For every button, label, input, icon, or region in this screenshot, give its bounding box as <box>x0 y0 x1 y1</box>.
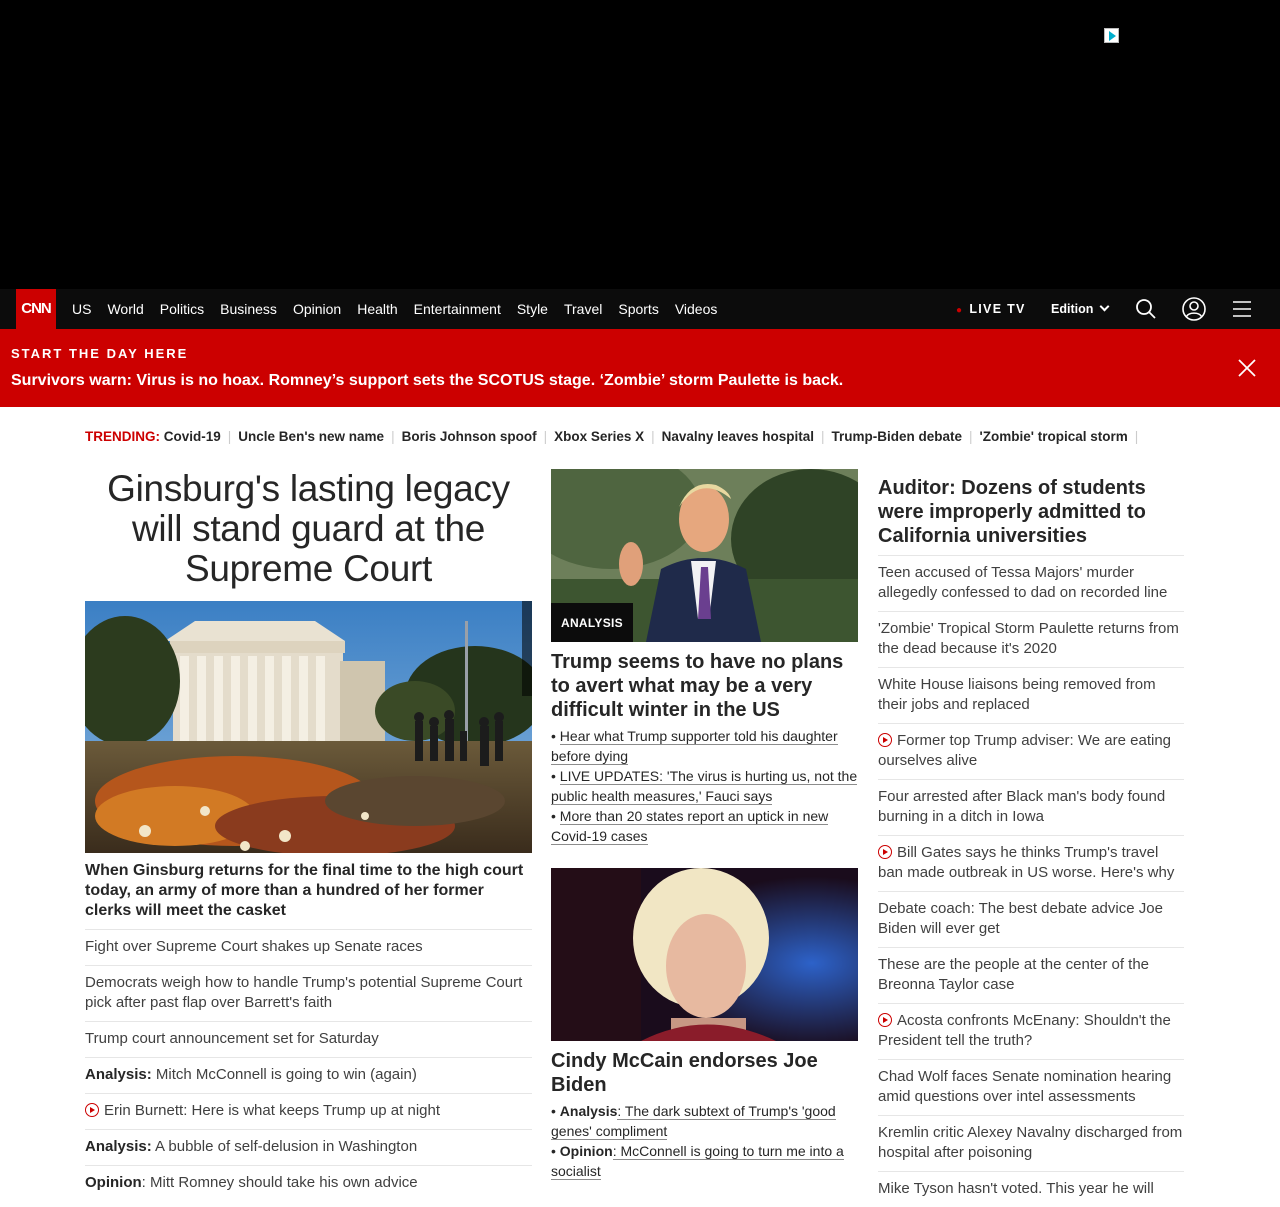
related-story[interactable] <box>85 1057 532 1093</box>
bullet-link: • LIVE UPDATES: 'The virus is hurting us, not the public health measures,' Fauci says <box>551 768 858 804</box>
story-text: 'Zombie' Tropical Storm Paulette returns from the dead because it's 2020 <box>878 620 1179 657</box>
lead-headline[interactable]: Ginsburg's lasting legacy will stand guard at the Supreme Court <box>107 468 510 589</box>
story-link[interactable] <box>878 835 1184 891</box>
story-link[interactable] <box>878 611 1184 667</box>
link-prefix: Analysis <box>559 1103 618 1119</box>
story-text: Former top Trump adviser: We are eating ourselves alive <box>878 732 1171 769</box>
analysis-badge: ANALYSIS <box>551 603 633 642</box>
story-text: White House liaisons being removed from their jobs and replaced <box>878 676 1156 713</box>
trending-item[interactable]: Navalny leaves hospital <box>661 429 814 444</box>
story-text: Debate coach: The best debate advice Joe Biden will ever get <box>878 900 1163 937</box>
account-icon[interactable] <box>1182 297 1206 321</box>
trending-separator: | <box>391 429 395 444</box>
story-link[interactable] <box>878 1171 1184 1207</box>
story-text: Democrats weigh how to handle Trump's potential Supreme Court pick after past flap over Barrett's faith <box>85 974 523 1011</box>
trending-item[interactable]: Uncle Ben's new name <box>238 429 385 444</box>
story-link[interactable] <box>878 779 1184 835</box>
link-prefix: Opinion <box>559 1143 613 1159</box>
nav-link-sports[interactable]: Sports <box>618 301 659 317</box>
story-text: Erin Burnett: Here is what keeps Trump up at night <box>104 1102 440 1119</box>
nav-link-entertainment[interactable]: Entertainment <box>413 301 501 317</box>
trending-item[interactable]: Xbox Series X <box>554 429 645 444</box>
trending-separator: | <box>820 429 825 444</box>
nav-link-health[interactable]: Health <box>357 301 398 317</box>
advertisement-banner[interactable] <box>0 0 1280 289</box>
story-text: Bill Gates says he thinks Trump's travel ban made outbreak in US worse. Here's why <box>878 844 1175 881</box>
story-text: Acosta confronts McEnany: Shouldn't the President tell the truth? <box>878 1012 1171 1049</box>
story-link[interactable] <box>878 1059 1184 1115</box>
story-text: Kremlin critic Alexey Navalny discharged from hospital after poisoning <box>878 1124 1183 1161</box>
story-prefix: Opinion <box>85 1174 142 1191</box>
trending-separator: | <box>227 429 232 444</box>
related-story[interactable] <box>85 1129 532 1165</box>
story-text: Fight over Supreme Court shakes up Senate races <box>85 938 423 955</box>
related-link[interactable]: : McConnell is going to turn me into a socialist <box>551 1143 844 1179</box>
story-text: Mitch McConnell is going to win (again) <box>151 1066 417 1083</box>
live-tv-label: LIVE TV <box>969 302 1026 316</box>
middle-column <box>551 469 858 1181</box>
story-link[interactable] <box>878 667 1184 723</box>
nav-link-world[interactable]: World <box>107 301 144 317</box>
story-prefix: Analysis: <box>85 1138 152 1155</box>
story-text: These are the people at the center of the Breonna Taylor case <box>878 956 1150 993</box>
related-link[interactable]: Hear what Trump supporter told his daughter before dying <box>551 728 838 764</box>
live-dot-icon: ● <box>956 305 964 316</box>
story-link[interactable] <box>878 891 1184 947</box>
video-play-icon <box>878 733 892 747</box>
video-play-icon <box>85 1103 99 1117</box>
cindy-mccain-image <box>551 868 858 1041</box>
trending-separator: | <box>1134 429 1139 444</box>
story-link[interactable] <box>878 947 1184 1003</box>
trending-item[interactable]: Covid-19 <box>163 429 221 444</box>
edition-dropdown[interactable] <box>1051 302 1108 316</box>
trending-item[interactable]: 'Zombie' tropical storm <box>979 429 1128 444</box>
story-text: : Mitt Romney should take his own advice <box>141 1174 418 1191</box>
nav-link-us[interactable]: US <box>72 301 92 317</box>
trending-separator: | <box>543 429 548 444</box>
mccain-card <box>551 868 858 1181</box>
right-column <box>878 476 1184 1207</box>
cnn-logo[interactable]: CNN <box>16 289 56 329</box>
supreme-court-photo[interactable] <box>85 601 532 853</box>
nav-link-style[interactable]: Style <box>516 301 548 317</box>
story-text: Mike Tyson hasn't voted. This year he will <box>878 1180 1154 1197</box>
story-link[interactable] <box>878 723 1184 779</box>
lead-caption[interactable]: When Ginsburg returns for the final time to the high court today, an army of more than a hundred of her former clerks will meet the casket <box>85 862 524 919</box>
story-text: Trump court announcement set for Saturday <box>85 1030 379 1047</box>
nav-link-politics[interactable]: Politics <box>159 301 205 317</box>
story-link[interactable] <box>878 1003 1184 1059</box>
mccain-photo[interactable] <box>551 868 858 1041</box>
auditor-headline[interactable]: Auditor: Dozens of students were improperly admitted to California universities <box>878 477 1146 547</box>
trump-headline[interactable]: Trump seems to have no plans to avert what may be a very difficult winter in the US <box>551 651 844 721</box>
start-the-day-banner[interactable] <box>0 329 1280 407</box>
live-tv-button[interactable] <box>956 302 1026 316</box>
close-icon[interactable] <box>1237 358 1257 378</box>
bullet-link: • Opinion: McConnell is going to turn me into a socialist <box>551 1143 844 1179</box>
related-link[interactable]: More than 20 states report an uptick in new Covid-19 cases <box>551 808 829 844</box>
related-story[interactable] <box>85 929 532 965</box>
related-story[interactable] <box>85 965 532 1021</box>
related-link[interactable]: : The dark subtext of Trump's 'good genes' compliment <box>551 1103 836 1139</box>
bullet-link: • More than 20 states report an uptick in new Covid-19 cases <box>551 808 829 844</box>
story-link[interactable] <box>878 1115 1184 1171</box>
related-story[interactable] <box>85 1093 532 1129</box>
trending-item[interactable]: Boris Johnson spoof <box>401 429 537 444</box>
top-navigation <box>0 289 1280 329</box>
nav-link-opinion[interactable]: Opinion <box>292 301 342 317</box>
trending-bar <box>85 429 1145 444</box>
related-link[interactable]: LIVE UPDATES: 'The virus is hurting us, not the public health measures,' Fauci says <box>551 768 858 804</box>
story-prefix: Analysis: <box>85 1066 152 1083</box>
supreme-court-image <box>85 601 532 853</box>
bullet-link: • Analysis: The dark subtext of Trump's 'good genes' compliment <box>551 1103 836 1139</box>
edition-label: Edition <box>1051 302 1094 316</box>
mccain-headline[interactable]: Cindy McCain endorses Joe Biden <box>551 1050 818 1096</box>
nav-link-travel[interactable]: Travel <box>563 301 603 317</box>
story-text: Chad Wolf faces Senate nomination hearing amid questions over intel assessments <box>878 1068 1172 1105</box>
banner-kicker: START THE DAY HERE <box>11 346 189 361</box>
related-story[interactable] <box>85 1021 532 1057</box>
adchoices-icon[interactable] <box>1104 28 1119 43</box>
trump-related-links <box>551 726 858 846</box>
mccain-related-links <box>551 1101 858 1181</box>
bullet-link: • Hear what Trump supporter told his daughter before dying <box>551 728 838 764</box>
related-story[interactable] <box>85 1165 532 1201</box>
story-text: Teen accused of Tessa Majors' murder allegedly confessed to dad on recorded line <box>878 564 1168 601</box>
banner-headline[interactable]: Survivors warn: Virus is no hoax. Romney’s support sets the SCOTUS stage. ‘Zombie’ storm Paulette is back. <box>11 372 844 389</box>
trending-separator: | <box>969 429 973 444</box>
nav-links <box>64 289 725 329</box>
chevron-down-icon <box>1100 302 1110 312</box>
video-play-icon <box>878 1013 892 1027</box>
trending-item[interactable]: Trump-Biden debate <box>831 429 963 444</box>
search-icon[interactable] <box>1134 297 1158 321</box>
trending-label: TRENDING: <box>85 429 160 444</box>
lead-story-column <box>85 469 532 1201</box>
story-text: A bubble of self-delusion in Washington <box>151 1138 418 1155</box>
menu-icon[interactable] <box>1230 297 1254 321</box>
trump-photo[interactable] <box>551 469 858 642</box>
video-play-icon <box>878 845 892 859</box>
trending-separator: | <box>651 429 655 444</box>
nav-link-videos[interactable]: Videos <box>674 301 718 317</box>
story-link[interactable] <box>878 555 1184 611</box>
story-text: Four arrested after Black man's body found burning in a ditch in Iowa <box>878 788 1166 825</box>
nav-link-business[interactable]: Business <box>220 301 277 317</box>
